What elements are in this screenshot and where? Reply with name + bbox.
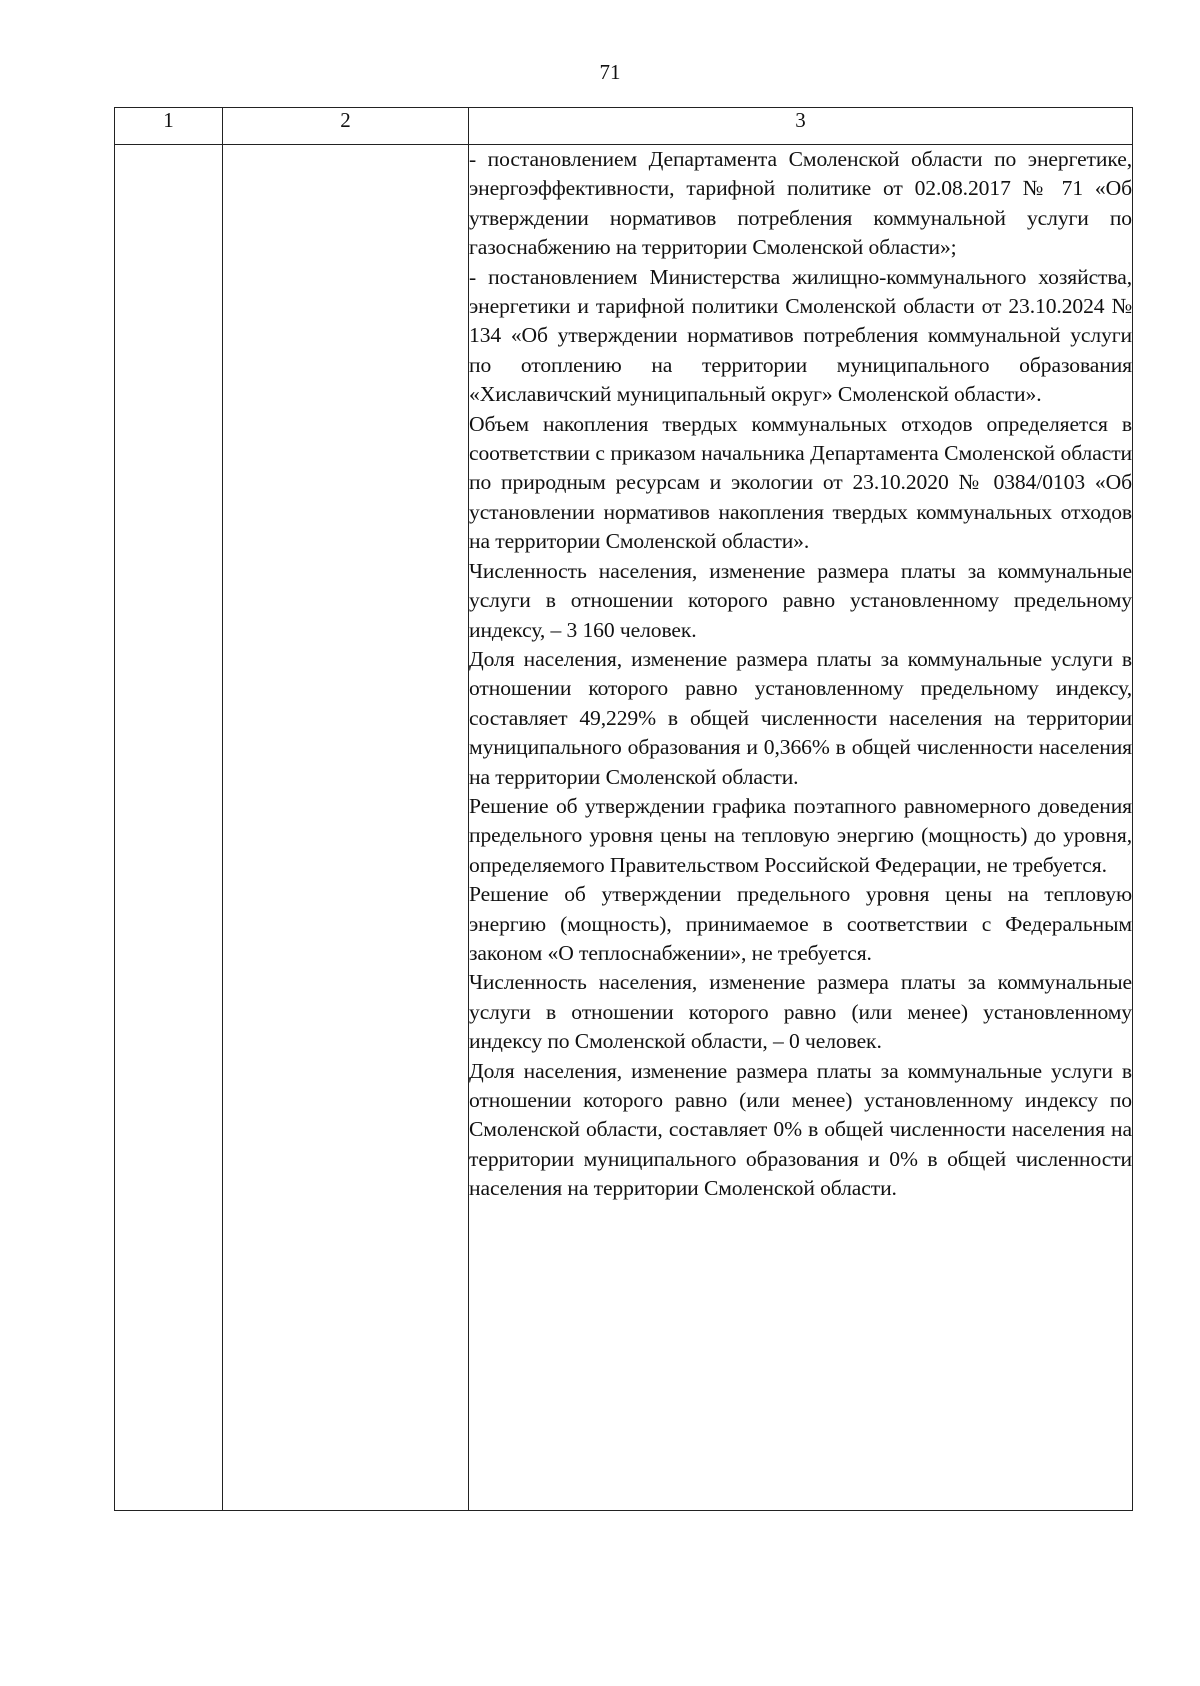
table-header-row [115,108,1133,145]
paragraph-gas-normative: - постановлением Департамента Смоленской области по энергетике, энергоэффективности, тарифной политике от 02.08.2017 № 71 «Об утверждении нормативов потребления коммунальной услуги по газоснабжению на территории Смоленской области»; [469,147,1132,260]
paragraph-waste-volume: Объем накопления твердых коммунальных отходов определяется в соответствии с приказом начальника Департамента Смоленской области по природным ресурсам и экологии от 23.10.2020 № 0384/0103 «Об установлении нормативов накопления твердых коммунальных отходов на территории Смоленской области». [469,411,1132,554]
cell-column-1 [115,145,223,1511]
paragraph-population-share: Доля населения, изменение размера платы за коммунальные услуги в отношении которого равно установленному предельному индексу, составляет 49,229% в общей численности населения на территории муниципального образования и 0,366% в общей численности населения на территории Смоленской области. [469,646,1132,789]
column-header-2: 2 [223,108,469,145]
cell-column-3 [469,145,1133,1511]
paragraph-population-count-regional: Численность населения, изменение размера платы за коммунальные услуги в отношении которого равно (или менее) установленному индексу по Смоленской области, – 0 человек. [469,970,1132,1054]
paragraph-heat-price-limit: Решение об утверждении предельного уровня цены на тепловую энергию (мощность), принимаемое в соответствии с Федеральным законом «О теплоснабжении», не требуется. [469,882,1132,965]
document-table [114,107,1133,1511]
paragraph-population-count: Численность населения, изменение размера платы за коммунальные услуги в отношении которого равно установленному предельному индексу, – 3 160 человек. [469,558,1132,642]
column-header-3: 3 [469,108,1133,145]
column-header-1: 1 [115,108,223,145]
cell-column-2 [223,145,469,1511]
paragraph-population-share-regional: Доля населения, изменение размера платы за коммунальные услуги в отношении которого равно (или менее) установленному индексу по Смоленской области, составляет 0% в общей численности населения на территории муниципального образования и 0% в общей численности населения на территории Смоленской области. [469,1058,1132,1201]
page-number: 71 [599,60,621,84]
paragraph-heating-normative: - постановлением Министерства жилищно-коммунального хозяйства, энергетики и тарифной политики Смоленской области от 23.10.2024 № 134 «Об утверждении нормативов потребления коммунальной услуги по отоплению на территории муниципального образования «Хиславичский муниципальный округ» Смоленской области». [469,264,1132,407]
table-row [115,145,1133,1511]
paragraph-heat-price-schedule: Решение об утверждении графика поэтапного равномерного доведения предельного уровня цены на тепловую энергию (мощность) до уровня, определяемого Правительством Российской Федерации, не требуется. [469,793,1132,877]
